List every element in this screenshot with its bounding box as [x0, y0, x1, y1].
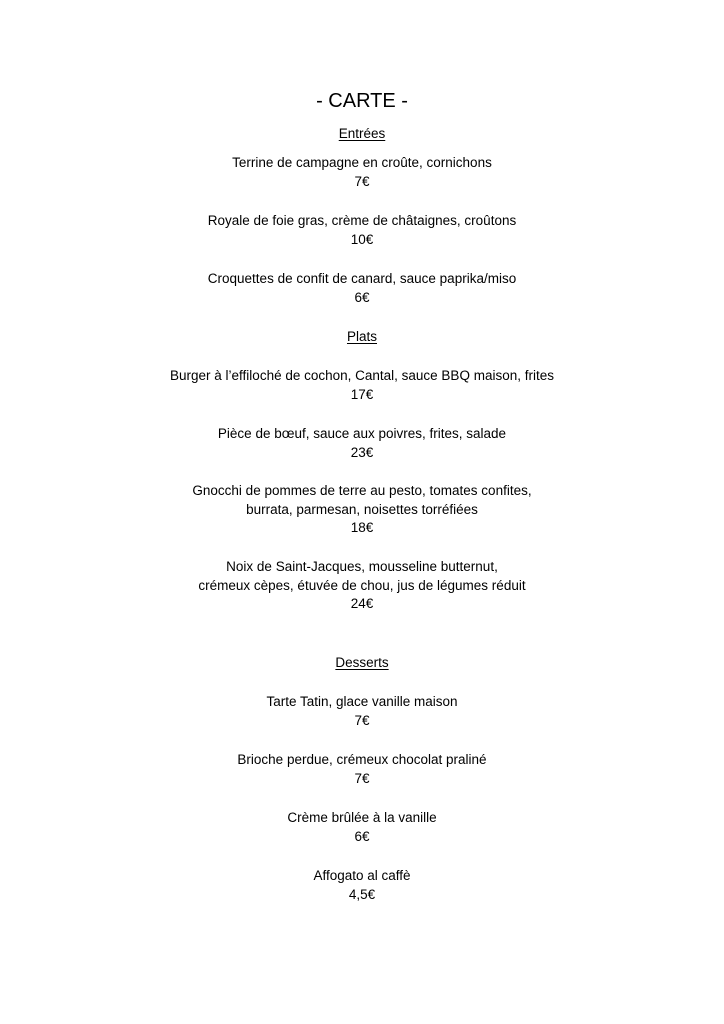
menu-item-price: 24€ — [350, 596, 374, 611]
menu-item-name: Burger à l’effiloché de cochon, Cantal, sauce BBQ maison, frites — [170, 368, 554, 383]
menu-item-burger — [0, 367, 724, 404]
menu-item-brioche-perdue — [0, 751, 724, 788]
section-heading-entrees — [0, 125, 724, 143]
menu-item-terrine — [0, 154, 724, 191]
menu-item-price: 4,5€ — [348, 886, 376, 902]
menu-item-piece-de-boeuf — [0, 425, 724, 462]
menu-item-price: 10€ — [350, 231, 374, 247]
menu-item-tarte-tatin — [0, 693, 724, 730]
menu-item-name: Tarte Tatin, glace vanille maison — [266, 694, 458, 709]
menu-item-name: Pièce de bœuf, sauce aux poivres, frites, salade — [217, 426, 507, 441]
section-heading-entrees-label: Entrées — [338, 126, 386, 141]
menu-item-creme-brulee — [0, 809, 724, 846]
menu-item-name: Royale de foie gras, crème de châtaignes, croûtons — [207, 213, 517, 228]
page-title: - CARTE - — [316, 90, 408, 112]
menu-item-price: 18€ — [350, 520, 374, 535]
menu-item-price: 7€ — [354, 173, 370, 189]
section-heading-desserts — [0, 654, 724, 672]
menu-item-name: Gnocchi de pommes de terre au pesto, tomates confites, — [192, 483, 532, 498]
section-heading-plats — [0, 328, 724, 346]
menu-item-name: Noix de Saint-Jacques, mousseline butternut, — [226, 559, 498, 574]
menu-item-affogato — [0, 867, 724, 904]
section-heading-desserts-label: Desserts — [335, 655, 389, 670]
menu-item-name-continued: crémeux cèpes, étuvée de chou, jus de légumes réduit — [198, 577, 526, 593]
menu-item-name: Crème brûlée à la vanille — [287, 810, 437, 825]
menu-item-royale-foie-gras — [0, 212, 724, 249]
menu-item-name: Affogato al caffè — [313, 868, 411, 883]
menu-item-croquettes — [0, 270, 724, 307]
menu-item-price: 23€ — [350, 444, 374, 460]
section-heading-plats-label: Plats — [346, 329, 377, 344]
menu-item-name: Terrine de campagne en croûte, cornichons — [232, 155, 492, 170]
menu-item-price: 7€ — [354, 770, 370, 786]
menu-item-saint-jacques — [0, 558, 724, 614]
menu-item-name-continued: burrata, parmesan, noisettes torréfiées — [246, 501, 478, 517]
menu-item-name: Brioche perdue, crémeux chocolat praliné — [237, 752, 487, 767]
menu-item-name: Croquettes de confit de canard, sauce paprika/miso — [207, 271, 517, 286]
menu-item-price: 6€ — [354, 828, 370, 844]
menu-item-price: 6€ — [354, 289, 370, 305]
menu-item-price: 7€ — [354, 712, 370, 728]
menu-item-price: 17€ — [350, 386, 374, 402]
menu-item-gnocchi — [0, 482, 724, 538]
